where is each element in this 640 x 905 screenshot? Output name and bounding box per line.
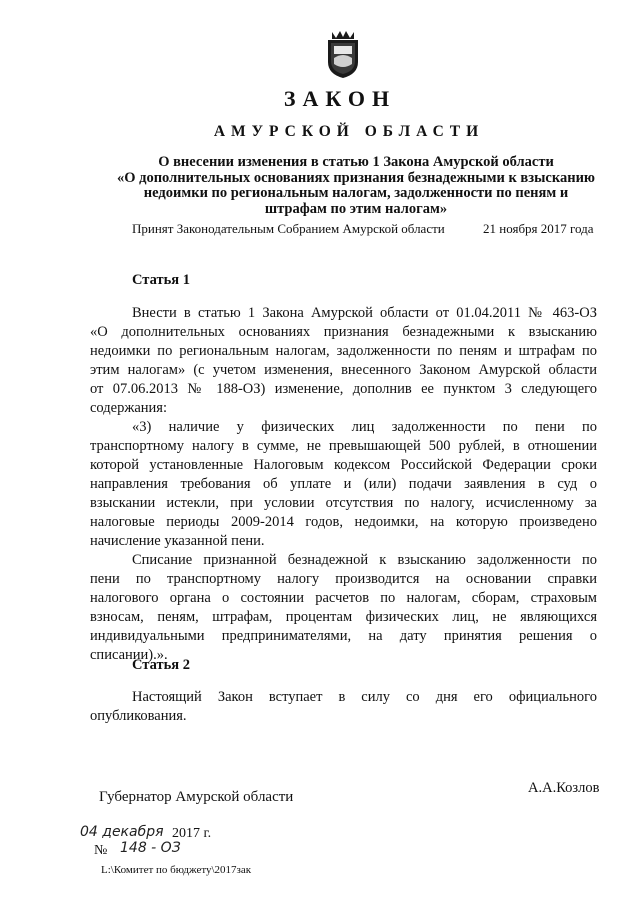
- adoption-date: 21 ноября 2017 года: [483, 221, 594, 236]
- subject-line: «О дополнительных основаниях признания безнадежными к взысканию: [116, 169, 596, 186]
- article-1-line: «3) наличие у физических лиц задолженности по пени по: [132, 419, 597, 435]
- article-1-line: Списание признанной безнадежной к взысканию задолженности по: [132, 552, 597, 568]
- article-1-line: этим налогам» (с учетом изменения, внесенного Законом Амурской области: [90, 362, 597, 378]
- handwritten-date: 04 декабря: [80, 824, 164, 840]
- article-2-line: Настоящий Закон вступает в силу со дня его официального: [132, 689, 597, 705]
- article-2-line: опубликования.: [90, 708, 187, 724]
- registration-number-label: №: [94, 843, 108, 858]
- region-title: АМУРСКОЙ ОБЛАСТИ: [213, 123, 485, 140]
- subject-line: штрафам по этим налогам»: [264, 200, 448, 217]
- subject-line: недоимки по региональным налогам, задолженности по пеням и: [143, 185, 569, 201]
- article-1-line: налоговые периоды 2009-2014 годов, недоимки, на которую произведено: [90, 514, 597, 530]
- registration-year: 2017 г.: [172, 826, 212, 841]
- article-1-line: содержания:: [90, 400, 168, 416]
- article-1-line: налогового органа о состоянии расчетов по налогам, сборам, страховым: [90, 590, 597, 606]
- article-1-line: взыскании истекли, при условии отсутствия по налогу, исчисленному за: [90, 495, 597, 511]
- article-1-line: индивидуальными предпринимателями, на дату принятия решения о: [90, 628, 597, 644]
- subject-line: О внесении изменения в статью 1 Закона Амурской области: [158, 154, 554, 170]
- article-1-line: пени по транспортному налогу производится на основании справки: [90, 571, 597, 587]
- article-1-line: от 07.06.2013 № 188-ОЗ) изменение, дополнив ее пунктом 3 следующего: [90, 381, 597, 397]
- article-1-line: списании).».: [90, 647, 168, 663]
- article-1-line: недоимки по региональным налогам, задолженности по пеням и штрафам по: [90, 343, 597, 359]
- document-title: ЗАКОН: [283, 86, 397, 111]
- article-1-line: транспортному налогу в сумме, не превышающей 500 рублей, в отношении: [90, 438, 597, 454]
- adoption-note: Принят Законодательным Собранием Амурской области: [132, 221, 445, 236]
- article-1-heading: Статья 1: [132, 272, 190, 288]
- article-1-line: взносам, пеням, штрафам, процентам физических лиц, не являющихся: [90, 609, 597, 625]
- article-1-line: начисление указанной пени.: [90, 533, 265, 549]
- article-1-line: направления требования об уплате и (или) подачи заявления в суд о: [90, 476, 597, 492]
- signatory-name: А.А.Козлов: [528, 780, 600, 796]
- article-1-line: которой установленные Налоговым кодексом Российской Федерации сроки: [90, 457, 597, 473]
- article-1-line: «О дополнительных основаниях признания безнадежными к взысканию: [90, 324, 597, 340]
- article-2-body: [90, 688, 597, 726]
- coat-of-arms-icon: [322, 28, 364, 80]
- article-1-body: [90, 304, 597, 665]
- article-2-heading: Статья 2: [132, 657, 190, 673]
- law-subject: [105, 155, 607, 217]
- file-path: L:\Комитет по бюджету\2017зак: [101, 864, 252, 876]
- signatory-position: Губернатор Амурской области: [99, 789, 294, 805]
- article-1-line: Внести в статью 1 Закона Амурской области от 01.04.2011 № 463-ОЗ: [132, 305, 597, 321]
- handwritten-number: 148 - ОЗ: [120, 840, 181, 856]
